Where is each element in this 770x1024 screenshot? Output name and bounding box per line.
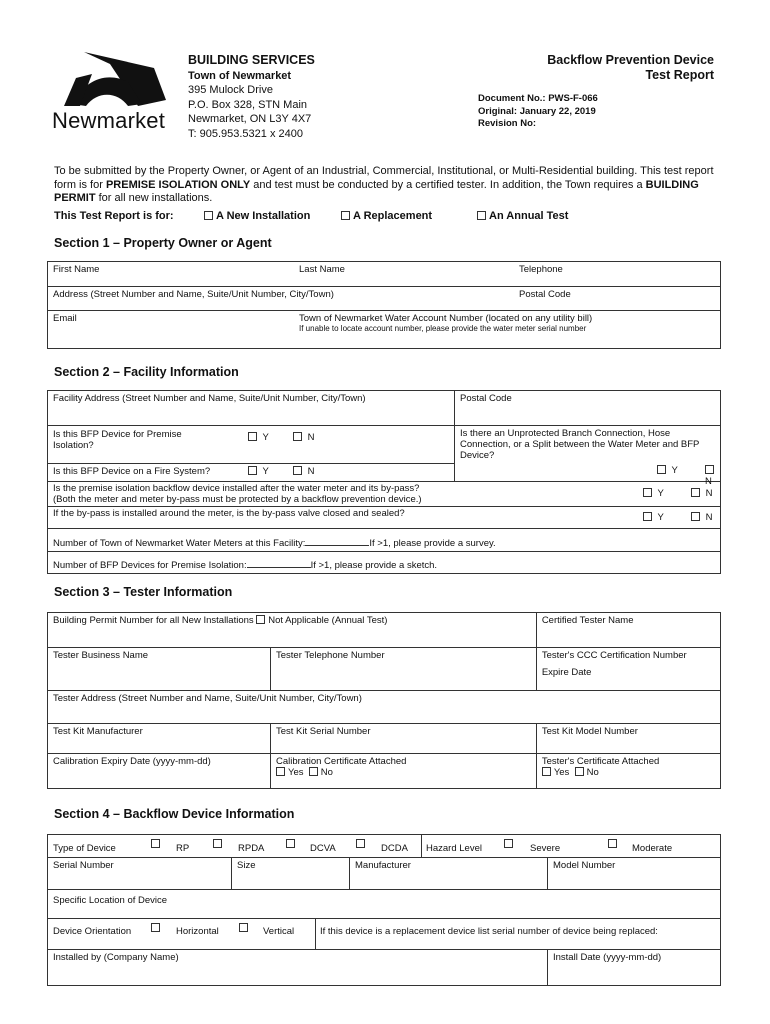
yes-label: Yes [553, 767, 570, 778]
last-name-field[interactable]: Last Name [294, 262, 514, 287]
org-sub: Town of Newmarket [188, 69, 292, 82]
intro-text: and test must be conducted by a certified tester. In addition, the Town requires a [250, 178, 646, 191]
no-label: N [307, 432, 315, 443]
option-label: A Replacement [353, 210, 433, 222]
account-note: If unable to locate account number, please provide the water meter serial number [299, 324, 587, 333]
certified-tester-name-field[interactable]: Certified Tester Name [536, 613, 720, 648]
replacement-serial-field[interactable]: If this device is a replacement device list serial number of device being replaced: [320, 926, 658, 937]
moderate-label: Moderate [632, 843, 673, 854]
manufacturer-field[interactable]: Manufacturer [350, 858, 548, 890]
checkbox-icon[interactable] [239, 923, 248, 932]
permit-label: Building Permit Number for all New Installations [53, 615, 254, 626]
question-note: (Both the meter and meter by-pass must be protected by a backflow prevention device.) [53, 493, 422, 505]
meters-note: If >1, please provide a survey. [369, 537, 496, 549]
purpose-option-annual[interactable] [477, 210, 568, 222]
ccc-label: Tester's CCC Certification Number [541, 650, 687, 661]
dcva-label: DCVA [310, 843, 336, 854]
device-type-row [48, 835, 720, 857]
devices-note: If >1, please provide a sketch. [310, 559, 438, 571]
section-2-table [47, 390, 721, 574]
email-field[interactable]: Email [48, 311, 295, 349]
yes-label: Y [262, 465, 269, 477]
q-unprotected-answers [455, 463, 720, 487]
calibration-expiry-field[interactable]: Calibration Expiry Date (yyyy-mm-dd) [48, 754, 271, 789]
install-date-field[interactable]: Install Date (yyyy-mm-dd) [548, 950, 721, 986]
yes-label: Y [657, 511, 664, 523]
meters-label: Number of Town of Newmarket Water Meters at this Facility: [53, 537, 306, 549]
intro-bold: BUILDING PERMIT [54, 178, 699, 204]
devices-label: Number of BFP Devices for Premise Isolation: [53, 559, 247, 571]
water-meters-count [48, 528, 721, 551]
intro-text: for all new installations. [95, 192, 213, 204]
permit-number-field[interactable] [48, 613, 537, 648]
checkbox-icon[interactable] [691, 512, 700, 521]
checkbox-icon[interactable] [643, 512, 652, 521]
option-label: A New Installation [216, 210, 311, 222]
installed-by-field[interactable]: Installed by (Company Name) [48, 950, 548, 986]
expire-date-label: Expire Date [541, 667, 592, 678]
no-label: N [705, 476, 712, 487]
report-title-line: Backflow Prevention Device [547, 53, 714, 67]
orientation-label: Device Orientation [53, 926, 132, 937]
q-bypass-sealed [48, 507, 720, 528]
test-kit-serial-field[interactable]: Test Kit Serial Number [271, 724, 537, 754]
checkbox-icon[interactable] [213, 839, 222, 848]
checkbox-icon[interactable] [341, 211, 350, 220]
checkbox-icon[interactable] [657, 465, 666, 474]
yes-option[interactable] [248, 432, 269, 443]
checkbox-icon[interactable] [151, 839, 160, 848]
tester-business-field[interactable]: Tester Business Name [48, 648, 271, 691]
account-number-field[interactable] [294, 311, 721, 349]
calibration-cert-label: Calibration Certificate Attached [276, 756, 407, 767]
no-option[interactable] [293, 432, 315, 443]
orientation-row [48, 919, 720, 949]
checkbox-icon[interactable] [293, 432, 302, 441]
q-after-meter [48, 482, 720, 506]
divider [315, 919, 316, 949]
tester-phone-field[interactable]: Tester Telephone Number [271, 648, 537, 691]
address-line: P.O. Box 328, STN Main [188, 98, 308, 111]
ccc-certification-field[interactable] [536, 648, 720, 691]
doc-number: Document No.: PWS-F-066 [478, 93, 598, 104]
tester-cert-label: Tester's Certificate Attached [541, 756, 660, 767]
no-label: No [586, 767, 599, 778]
divider [421, 835, 422, 857]
yes-option[interactable] [643, 512, 664, 523]
q-unprotected-connection: Is there an Unprotected Branch Connection, Hose Connection, or a Split between the Water Meter and BFP Device? [455, 426, 721, 464]
section-1-table [47, 261, 721, 349]
device-location-field[interactable]: Specific Location of Device [48, 890, 721, 919]
telephone-field[interactable]: Telephone [514, 262, 721, 287]
checkbox-icon[interactable] [248, 466, 257, 475]
section-3-table [47, 612, 721, 789]
tester-certificate [536, 754, 720, 789]
doc-info [478, 93, 598, 131]
yes-option[interactable] [248, 466, 269, 477]
no-label: N [705, 511, 713, 523]
checkbox-icon[interactable] [204, 211, 213, 220]
phone-line: T: 905.953.5321 x 2400 [188, 127, 303, 140]
checkbox-icon[interactable] [276, 767, 285, 776]
rp-label: RP [176, 843, 190, 854]
checkbox-icon[interactable] [256, 615, 265, 624]
no-label: N [705, 487, 713, 499]
section-4-table [47, 834, 721, 986]
address-line: 395 Mulock Drive [188, 84, 273, 96]
doc-revision: Revision No: [478, 118, 537, 129]
purpose-label: This Test Report is for: [54, 210, 174, 222]
logo-text: Newmarket [52, 108, 166, 133]
checkbox-icon[interactable] [151, 923, 160, 932]
checkbox-icon[interactable] [309, 767, 318, 776]
checkbox-icon[interactable] [286, 839, 295, 848]
yes-label: Yes [288, 767, 304, 778]
yes-option[interactable] [657, 465, 678, 476]
section-4-title: Section 4 – Backflow Device Information [54, 807, 295, 821]
section-3-title: Section 3 – Tester Information [54, 585, 233, 599]
account-label: Town of Newmarket Water Account Number (located on any utility bill) [299, 313, 593, 324]
checkbox-icon[interactable] [248, 432, 257, 441]
facility-postal-field[interactable]: Postal Code [455, 391, 721, 426]
postal-code-field[interactable]: Postal Code [514, 287, 721, 311]
org-block [188, 53, 315, 141]
model-number-field[interactable]: Model Number [548, 858, 721, 890]
horizontal-label: Horizontal [176, 926, 219, 937]
serial-number-field[interactable]: Serial Number [48, 858, 232, 890]
purpose-option-new[interactable] [204, 210, 310, 222]
no-option[interactable] [691, 512, 713, 523]
checkbox-icon[interactable] [643, 488, 652, 497]
size-field[interactable]: Size [232, 858, 350, 890]
bfp-devices-count [48, 551, 721, 573]
meters-input[interactable] [305, 535, 369, 546]
question-text: Is the premise isolation backflow device installed after the water meter and its by-pass? [53, 482, 420, 494]
report-purpose [54, 210, 734, 226]
devices-input[interactable] [247, 557, 311, 568]
dcda-label: DCDA [381, 843, 408, 854]
test-kit-manufacturer-field[interactable]: Test Kit Manufacturer [48, 724, 271, 754]
question-text: Is this BFP Device on a Fire System? [53, 465, 211, 477]
q-fire-system [48, 464, 454, 481]
test-kit-model-field[interactable]: Test Kit Model Number [536, 724, 720, 754]
checkbox-icon[interactable] [356, 839, 365, 848]
purpose-option-replacement[interactable] [341, 210, 432, 222]
question-text: If the by-pass is installed around the meter, is the by-pass valve closed and sealed? [53, 507, 405, 519]
yes-label: Y [262, 432, 269, 443]
yes-label: Y [657, 487, 664, 499]
yes-option[interactable] [643, 488, 664, 499]
checkbox-icon[interactable] [575, 767, 584, 776]
no-label: N [307, 465, 315, 477]
checkbox-icon[interactable] [293, 466, 302, 475]
device-type-label: Type of Device [53, 843, 116, 854]
no-option[interactable] [293, 466, 315, 477]
report-title [547, 53, 714, 83]
first-name-field[interactable]: First Name [48, 262, 295, 287]
not-applicable-label: Not Applicable (Annual Test) [268, 615, 388, 626]
checkbox-icon[interactable] [477, 211, 486, 220]
tester-address-field[interactable]: Tester Address (Street Number and Name, Suite/Unit Number, City/Town) [48, 691, 721, 724]
address-field[interactable]: Address (Street Number and Name, Suite/Unit Number, City/Town) [48, 287, 515, 311]
severe-label: Severe [530, 843, 561, 854]
rpda-label: RPDA [238, 843, 265, 854]
intro-paragraph [54, 165, 724, 206]
doc-original-date: Original: January 22, 2019 [478, 105, 596, 117]
question-text: Is this BFP Device for Premise Isolation? [53, 429, 182, 451]
no-option[interactable] [691, 488, 713, 499]
checkbox-icon[interactable] [705, 465, 714, 474]
checkbox-icon[interactable] [542, 767, 551, 776]
address-line: Newmarket, ON L3Y 4X7 [188, 113, 312, 125]
option-label: An Annual Test [489, 210, 569, 222]
no-label: No [320, 767, 333, 778]
report-title-line: Test Report [645, 68, 714, 82]
checkbox-icon[interactable] [608, 839, 617, 848]
hazard-level-label: Hazard Level [426, 843, 482, 854]
section-1-title: Section 1 – Property Owner or Agent [54, 236, 272, 250]
calibration-certificate [271, 754, 537, 789]
org-title: BUILDING SERVICES [188, 53, 315, 67]
yes-label: Y [671, 465, 678, 476]
section-2-title: Section 2 – Facility Information [54, 365, 239, 379]
vertical-label: Vertical [263, 926, 295, 937]
facility-address-field[interactable]: Facility Address (Street Number and Name, Suite/Unit Number, City/Town) [48, 391, 455, 426]
q-premise-isolation [48, 426, 454, 456]
intro-text: To be submitted by the Property Owner, or Agent of an Industrial, Commercial, Institutional, or Multi-Residential building. This test report form is for [54, 165, 714, 191]
checkbox-icon[interactable] [691, 488, 700, 497]
checkbox-icon[interactable] [504, 839, 513, 848]
intro-bold: PREMISE ISOLATION ONLY [105, 178, 251, 191]
